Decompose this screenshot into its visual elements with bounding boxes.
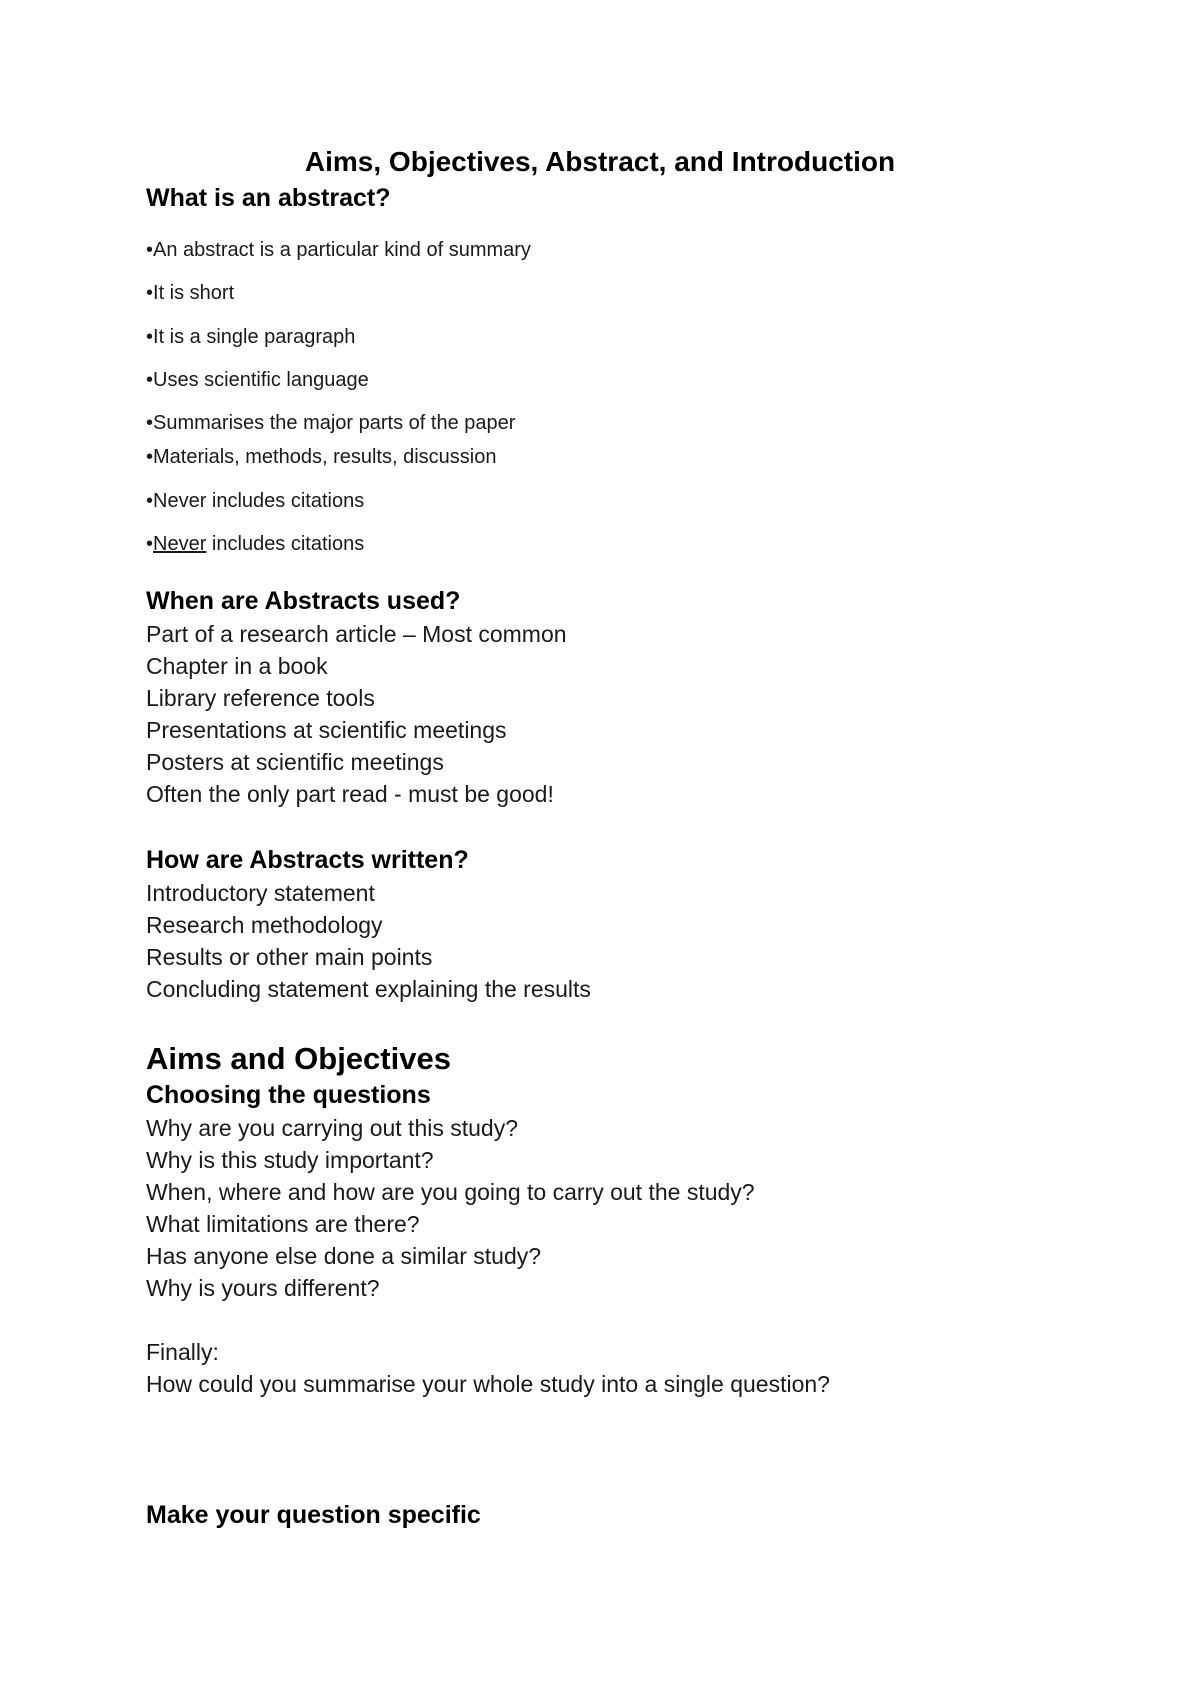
abstract-bullet	[146, 447, 496, 467]
bullet-char: •	[146, 412, 154, 434]
aims-question: When, where and how are you going to carry out the study?	[146, 1179, 755, 1205]
writing-line: Research methodology	[146, 912, 383, 938]
abstract-heading: What is an abstract?	[146, 184, 391, 212]
bullet-text: An abstract is a particular kind of summary	[153, 239, 531, 261]
finally-label: Finally:	[146, 1339, 219, 1365]
uses-line: Posters at scientific meetings	[146, 749, 444, 775]
document-title: Aims, Objectives, Abstract, and Introduction	[304, 146, 896, 177]
abstract-bullet	[146, 327, 355, 347]
abstract-bullet	[146, 283, 234, 303]
finally-line: How could you summarise your whole study into a single question?	[146, 1371, 830, 1397]
uses-line: Chapter in a book	[146, 653, 328, 679]
underlined-word: Never	[153, 533, 207, 555]
bullet-text: Materials, methods, results, discussion	[153, 446, 497, 468]
writing-heading: How are Abstracts written?	[146, 846, 469, 874]
bullet-text: includes citations	[206, 533, 365, 555]
abstract-bullet	[146, 370, 369, 390]
aims-question: Why is this study important?	[146, 1147, 434, 1173]
bullet-text: Never includes citations	[153, 490, 365, 512]
uses-line: Part of a research article – Most common	[146, 621, 567, 647]
uses-line: Often the only part read - must be good!	[146, 781, 554, 807]
aims-question: Why are you carrying out this study?	[146, 1115, 518, 1141]
uses-heading: When are Abstracts used?	[146, 587, 461, 615]
bullet-text: It is short	[153, 282, 235, 304]
uses-line: Presentations at scientific meetings	[146, 717, 507, 743]
bullet-char: •	[146, 239, 154, 261]
writing-line: Concluding statement explaining the results	[146, 976, 591, 1002]
bullet-text: It is a single paragraph	[153, 326, 356, 348]
aims-subheading: Choosing the questions	[146, 1081, 431, 1109]
abstract-bullet	[146, 491, 364, 511]
abstract-bullet	[146, 413, 515, 433]
bullet-char: •	[146, 533, 154, 555]
bullet-text: Summarises the major parts of the paper	[153, 412, 516, 434]
bullet-char: •	[146, 326, 154, 348]
bullet-text: Uses scientific language	[153, 369, 369, 391]
bullet-char: •	[146, 490, 154, 512]
abstract-bullet	[146, 240, 531, 260]
aims-question: What limitations are there?	[146, 1211, 420, 1237]
bullet-char: •	[146, 446, 154, 468]
specific-heading: Make your question specific	[146, 1501, 481, 1529]
aims-question: Has anyone else done a similar study?	[146, 1243, 542, 1269]
aims-question: Why is yours different?	[146, 1275, 380, 1301]
aims-heading: Aims and Objectives	[146, 1041, 451, 1076]
bullet-char: •	[146, 282, 154, 304]
bullet-char: •	[146, 369, 154, 391]
uses-line: Library reference tools	[146, 685, 375, 711]
writing-line: Introductory statement	[146, 880, 375, 906]
abstract-bullet	[146, 534, 364, 554]
writing-line: Results or other main points	[146, 944, 433, 970]
